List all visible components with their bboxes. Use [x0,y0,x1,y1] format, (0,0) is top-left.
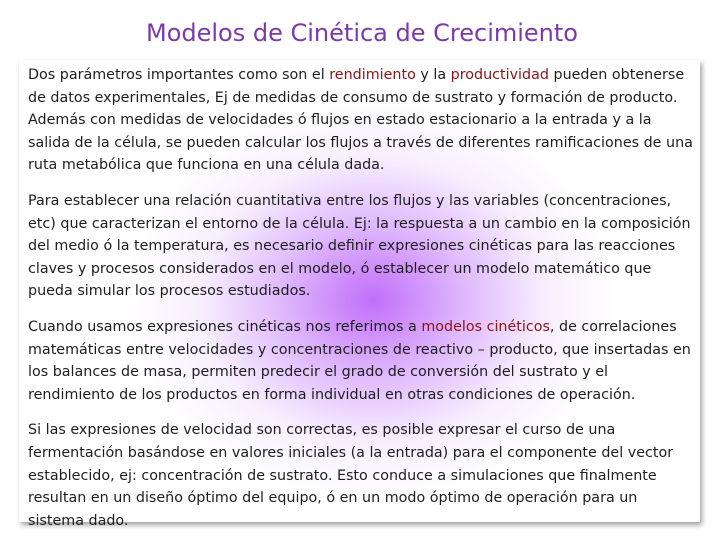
paragraph-4: Si las expresiones de velocidad son correctas, es posible expresar el curso de una fermentación basándose en valores iniciales (a la entrada) para el componente del vector establecido, ej: concentración de sustrato. Esto conduce a simulaciones que finalmente resultan en un diseño óptimo del equipo, ó en un modo óptimo de operación para un sistema dado. [28,422,674,529]
paragraph-1-text-a: Dos parámetros importantes como son el [28,67,330,83]
paragraph-3-text-a: Cuando usamos expresiones cinéticas nos referimos a [28,318,422,335]
paragraph-2: Para establecer una relación cuantitativa entre los flujos y las variables (concentraciones, etc) que caracterizan el entorno de la célula. Ej: la respuesta a un cambio en la composición del medio ó la temperatura, es necesario definir expresiones cinéticas para las reacciones claves y procesos considerados en el modelo, ó establecer un modelo matemático que pueda simular los procesos estudiados. [28,192,691,300]
paragraph-3-text-b: , de correlaciones matemáticas entre velocidades y concentraciones de reactivo – producto, que insertadas en los balances de masa, permiten predecir el grado de conversión del sustrato y el rendimiento de los productos en forma individual en otras condiciones de operación. [28,318,691,403]
content-box [19,60,700,529]
paragraph-1-text-c: pueden obtenerse de datos experimentales, Ej de medidas de consumo de sustrato y formación de producto. Además con medidas de velocidades ó flujos en estado estacionario a la entrada y a la salida de la célula, se pueden calcular los flujos a través de diferentes ramificaciones de una ruta metabólica que funciona en una célula dada. [28,67,693,174]
highlight-productividad: productividad [450,67,549,83]
highlight-modelos-cineticos: modelos cinéticos [421,318,550,335]
highlight-rendimiento: rendimiento [329,67,416,83]
slide-title: Modelos de Cinética de Crecimiento [146,19,578,47]
paragraph-3 [28,316,694,406]
paragraph-1 [28,64,694,177]
paragraph-1-text-b: y la [415,67,451,83]
